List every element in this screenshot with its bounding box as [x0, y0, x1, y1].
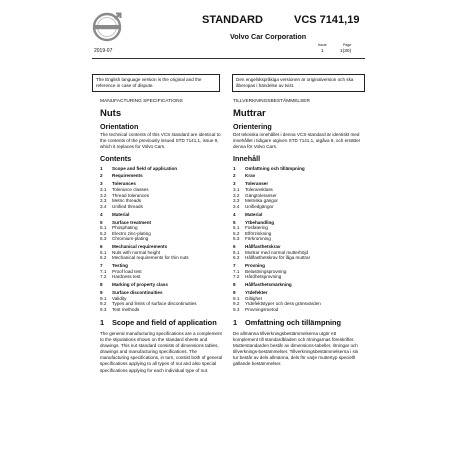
- toc-entry-number: 9: [100, 290, 103, 296]
- toc-entry: [100, 212, 224, 218]
- toc-entry-number: 3.2: [233, 192, 240, 198]
- toc-entry-label: Unified threads: [112, 203, 143, 209]
- toc-entry-label: Provning: [245, 263, 265, 269]
- orientation-text: The technical contents of this VCS standard are identical to the contents of the previously issued STD 7141,1, issue 9, which it replaces for Volvo Cars.: [100, 132, 221, 150]
- toc-entry: [233, 173, 361, 179]
- issue-value: 1: [321, 49, 324, 54]
- toc-entry-number: 5: [100, 219, 103, 225]
- page-value: 1(30): [340, 49, 352, 54]
- toc-entry-label: Muttrar med normal mutterhöjd: [245, 249, 309, 255]
- toc-entry-number: 5.2: [233, 230, 240, 236]
- orientation-heading: Orientation: [100, 122, 139, 131]
- toc-entry-label: Metric threads: [112, 198, 142, 204]
- contents-heading: Contents: [100, 154, 132, 164]
- toc-entry: [233, 204, 361, 210]
- toc-entry-number: 6.1: [100, 249, 107, 255]
- toc-entry-number: 7: [233, 263, 236, 269]
- section-1-title: Omfattning och tillämpning: [245, 317, 342, 327]
- toc-entry-label: Fosfatering: [245, 225, 268, 231]
- toc-entry-number: 1: [233, 165, 236, 171]
- toc-entry-label: Gängtoleranser: [245, 192, 277, 198]
- toc-entry-label: Hållfasthetsmärkning: [245, 282, 292, 288]
- toc-entry-number: 6.2: [100, 255, 107, 261]
- toc-entry-label: Ytdefektstyper och dess gränsvärden: [245, 301, 321, 307]
- toc-entry-number: 7.2: [233, 274, 240, 280]
- toc-entry-label: Validity: [112, 295, 127, 301]
- toc-entry-label: Mechanical requirements for thin nuts: [112, 255, 189, 261]
- toc-entry: [100, 166, 224, 172]
- company-name: Volvo Car Corporation: [230, 32, 307, 41]
- section-1-heading: [233, 319, 361, 327]
- toc-entry-number: 3.3: [233, 198, 240, 204]
- toc-entry-number: 5.1: [100, 225, 107, 231]
- toc-entry-label: Metriska gängor: [245, 198, 278, 204]
- toc-entry-label: Electro zinc-plating: [112, 230, 151, 236]
- toc-entry-number: 6.1: [233, 249, 240, 255]
- toc-entry-label: Provningsmetod: [245, 307, 279, 313]
- toc-entry-label: Elförzinkning: [245, 230, 272, 236]
- toc-entry-label: Hårdhetsprovning: [245, 274, 282, 280]
- orientation-text: Det tekniska innehållet i denna VCS-standard är identiskt med innehållet i tidigare utgiven STD 7141,1, utgåva 9, och ersätter denna för Volvo Cars.: [233, 132, 361, 150]
- toc-entry-label: Unifiedgängor: [245, 203, 274, 209]
- header-rule: [92, 58, 365, 59]
- toc-entry-number: 5.3: [233, 236, 240, 242]
- toc-entry-label: Belastningsprovning: [245, 268, 287, 274]
- page-label: Page: [343, 43, 352, 47]
- toc-entry: [233, 255, 361, 261]
- toc-entry-label: Mechanical requirements: [112, 244, 168, 250]
- orientation-heading: Orientering: [233, 122, 272, 131]
- toc-entry-number: 9: [233, 290, 236, 296]
- toc-entry-label: Material: [245, 211, 263, 217]
- toc-entry-label: Nuts with normal height: [112, 249, 161, 255]
- toc-entry-number: 9.1: [100, 295, 107, 301]
- toc-entry: [100, 282, 224, 288]
- toc-entry-number: 3.1: [100, 186, 107, 192]
- toc-entry-number: 3: [233, 181, 236, 187]
- toc-entry-number: 5.1: [233, 225, 240, 231]
- toc-entry-number: 7.1: [233, 268, 240, 274]
- toc-entry-label: Ytdefekter: [245, 290, 268, 296]
- table-of-contents: [100, 166, 224, 313]
- toc-entry-number: 2: [233, 173, 236, 179]
- toc-entry-label: Testing: [112, 263, 128, 269]
- english-column: [100, 99, 224, 374]
- issue-label: Issue: [318, 43, 327, 47]
- toc-entry: [100, 274, 224, 280]
- volvo-logo-icon: [92, 12, 122, 42]
- toc-entry: [233, 307, 361, 313]
- toc-entry-label: Omfattning och tillämpning: [245, 165, 305, 171]
- toc-entry-number: 4: [100, 211, 103, 217]
- spec-label: MANUFACTURING SPECIFICATIONS: [100, 99, 183, 104]
- toc-entry-number: 4: [233, 211, 236, 217]
- toc-entry-number: 6.2: [233, 255, 240, 261]
- document-title: Nuts: [100, 108, 122, 119]
- section-1-number: 1: [100, 317, 105, 327]
- toc-entry-number: 7.2: [100, 274, 107, 280]
- toc-entry-number: 9.3: [100, 307, 107, 313]
- toc-entry-label: Thread tolerances: [112, 192, 150, 198]
- toc-entry: [233, 166, 361, 172]
- toc-entry: [100, 255, 224, 261]
- toc-entry: [233, 236, 361, 242]
- toc-entry-label: Krav: [245, 173, 256, 179]
- toc-entry-number: 3.3: [100, 198, 107, 204]
- toc-entry-number: 6: [100, 244, 103, 250]
- spec-label: TILLVERKNINGSBESTÄMMELSER: [233, 99, 310, 104]
- toc-entry: [233, 282, 361, 288]
- toc-entry-label: Giltighet: [245, 295, 262, 301]
- toc-entry-number: 9.2: [233, 301, 240, 307]
- toc-entry-label: Phosphating: [112, 225, 138, 231]
- toc-entry-label: Toleranser: [245, 181, 269, 187]
- toc-entry-label: Förkromning: [245, 236, 271, 242]
- toc-entry-number: 3.4: [100, 203, 107, 209]
- swedish-column: [233, 99, 361, 368]
- toc-entry-label: Ytbehandling: [245, 219, 275, 225]
- toc-entry-number: 9.1: [233, 295, 240, 301]
- document-title: Muttrar: [233, 108, 266, 119]
- toc-entry: [233, 212, 361, 218]
- toc-entry-label: Tolerance classes: [112, 186, 149, 192]
- contents-heading: Innehåll: [233, 154, 261, 164]
- toc-entry-number: 5.2: [100, 230, 107, 236]
- issue-date: 2019-07: [94, 48, 113, 54]
- toc-entry-number: 3.4: [233, 203, 240, 209]
- toc-entry: [233, 274, 361, 280]
- toc-entry-label: Test methods: [112, 307, 140, 313]
- section-1-heading: [100, 319, 224, 327]
- standard-word: STANDARD: [202, 14, 263, 26]
- toc-entry-number: 8: [100, 282, 103, 288]
- toc-entry-label: Material: [112, 211, 130, 217]
- toc-entry-number: 8: [233, 282, 236, 288]
- section-1-text: The general manufacturing specifications are a complement to the stipulations shown on the standard sheets and drawings. This nut standard consists of dimensions tables, drawings and manufacturing specifications. The manufacturing specifications, in turn, consist both of general specifications applying to all types of nut and also special specifications applying for each individual type of nut.: [100, 331, 223, 373]
- toc-entry: [100, 236, 224, 242]
- toc-entry-number: 7: [100, 263, 103, 269]
- toc-entry: [100, 204, 224, 210]
- toc-entry-label: Toleransklass: [245, 186, 273, 192]
- toc-entry-label: Surface treatment: [112, 219, 152, 225]
- toc-entry: [100, 307, 224, 313]
- toc-entry-number: 6: [233, 244, 236, 250]
- toc-entry: [100, 173, 224, 179]
- toc-entry-label: Requirements: [112, 173, 143, 179]
- toc-entry-label: Marking of property class: [112, 282, 168, 288]
- toc-entry-label: Chromium-plating: [112, 236, 149, 242]
- notice-box-en: The English language version is the original and the reference in case of dispute.: [92, 74, 220, 92]
- toc-entry-label: Surface discontinuities: [112, 290, 163, 296]
- notice-box-sv: Den engelskspråkiga versionen är originalversion och ska åberopas i händelse av tvist.: [232, 74, 365, 92]
- toc-entry-label: Hållfasthetskrav för låga muttrar: [245, 255, 311, 261]
- toc-entry-label: Types and limits of surface discontinuities: [112, 301, 197, 307]
- toc-entry-number: 9.2: [100, 301, 107, 307]
- table-of-contents: [233, 166, 361, 313]
- toc-entry-number: 5: [233, 219, 236, 225]
- section-1-title: Scope and field of application: [112, 317, 217, 327]
- toc-entry-label: Tolerances: [112, 181, 136, 187]
- section-1-text: De allmänna tillverkningsbestämmelserna utgör ett komplement till standardbladen och ritningarnas föreskrifter. Mutterstandarden består av dimensions-tabeller, ritningar och tillverknings-bestämmelser. Tillverkningsbestämmelserna i sin tur består av dels allmänna, dels för varje muttertyp speciellt gällande bestämmelser.: [233, 331, 359, 367]
- toc-entry-number: 3.2: [100, 192, 107, 198]
- toc-entry-number: 3: [100, 181, 103, 187]
- toc-entry-number: 1: [100, 165, 103, 171]
- toc-entry-number: 2: [100, 173, 103, 179]
- toc-entry-number: 9.3: [233, 307, 240, 313]
- toc-entry-number: 5.3: [100, 236, 107, 242]
- toc-entry-number: 7.1: [100, 268, 107, 274]
- toc-entry-label: Hållfasthetskrav: [245, 244, 281, 250]
- toc-entry-label: Scope and field of application: [112, 165, 178, 171]
- toc-entry-label: Proof load test: [112, 268, 142, 274]
- toc-entry-number: 3.1: [233, 186, 240, 192]
- section-1-number: 1: [233, 317, 238, 327]
- toc-entry-label: Hardness test: [112, 274, 141, 280]
- standard-number: VCS 7141,19: [294, 14, 360, 26]
